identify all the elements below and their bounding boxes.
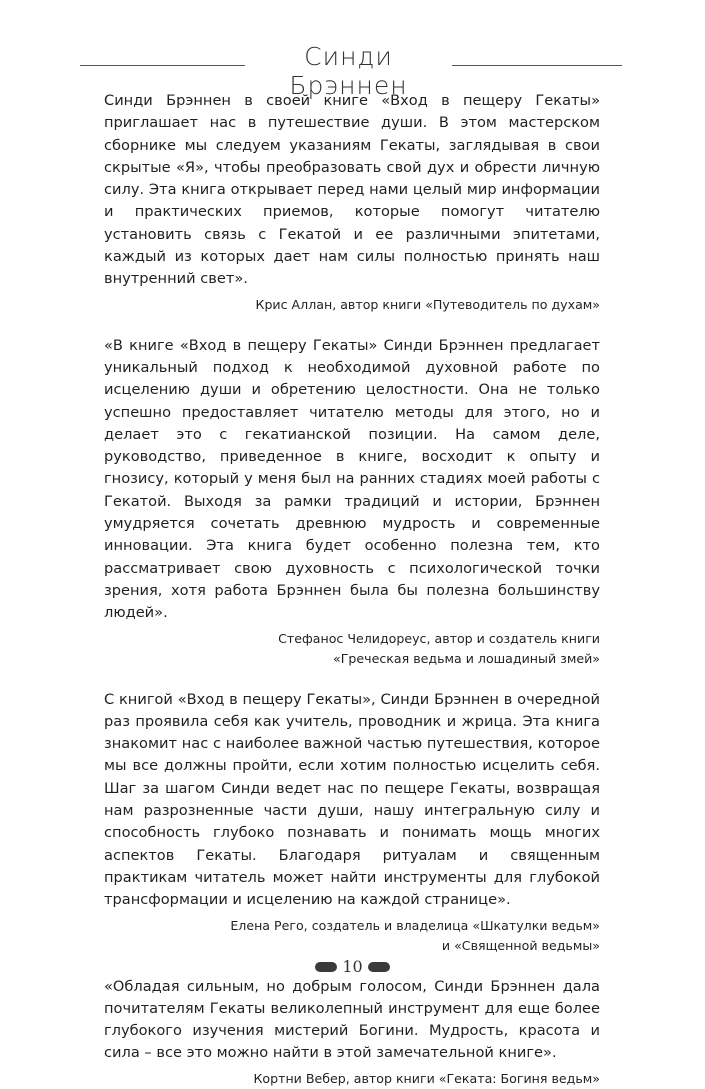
attribution-line: «Греческая ведьма и лошадиный змей»	[333, 650, 600, 666]
page-content	[104, 90, 600, 1089]
quote-text: «Обладая сильным, но добрым голосом, Синди Брэннен дала почитателям Гекаты великолепный инструмент для еще более глубокого изучения мистерий Богини. Мудрость, красота и сила – все это можно найти в этой замечательной книге».	[104, 977, 600, 1062]
quote-text: Синди Брэннен в своей книге «Вход в пещеру Гекаты» приглашает нас в путешествие души. В этом мастерском сборнике мы следуем указаниям Гекаты, заглядывая в свои скрытые «Я», чтобы преобразовать свой дух и обрести личную силу. Эта книга открывает перед нами целый мир информации и практических приемов, которые помогут читателю установить связь с Гекатой и ее различными эпитетами, каждый из которых дает нам силы полностью принять наш внутренний свет».	[104, 92, 600, 288]
attribution-line: Кортни Вебер, автор книги «Геката: Богиня ведьм»	[253, 1070, 600, 1086]
quote-block	[104, 976, 600, 1089]
attribution-line: и «Священной ведьмы»	[441, 937, 600, 953]
quote-block	[104, 90, 600, 315]
quote-block	[104, 689, 600, 956]
running-title: Синди Брэннен	[289, 42, 408, 100]
header-rule-left	[80, 65, 245, 66]
quote-attribution	[104, 916, 600, 956]
attribution-line: Елена Рего, создатель и владелица «Шкатулки ведьм»	[230, 917, 600, 933]
quote-text: С книгой «Вход в пещеру Гекаты», Синди Брэннен в очередной раз проявила себя как учитель, проводник и жрица. Эта книга знакомит нас с наиболее важной частью путешествия, которое мы все должны пройти, если хотим полностью исцелить себя. Шаг за шагом Синди ведет нас по пещере Гекаты, возвращая нам разрозненные части души, нашу интегральную силу и способность глубоко познавать и понимать мощь многих аспектов Гекаты. Благодаря ритуалам и священным практикам читатель может найти инструменты для глубокой трансформации и исцелению на каждой странице».	[104, 690, 600, 909]
quote-attribution	[104, 629, 600, 669]
quote-attribution	[104, 1069, 600, 1089]
attribution-line: Стефанос Челидореус, автор и создатель книги	[278, 630, 600, 646]
page-folio	[0, 957, 705, 976]
attribution-line: Крис Аллан, автор книги «Путеводитель по духам»	[255, 296, 600, 312]
quote-text: «В книге «Вход в пещеру Гекаты» Синди Брэннен предлагает уникальный подход к необходимой духовной работе по исцелению души и обретению целостности. Она не только успешно предоставляет читателю методы для этого, но и делает это с гекатианской позиции. На самом деле, руководство, приведенное в книге, восходит к опыту и гнозису, который у меня был на ранних стадиях моей работы с Гекатой. Выходя за рамки традиций и истории, Брэннен умудряется сочетать древнюю мудрость и современные инновации. Эта книга будет особенно полезна тем, кто рассматривает свою духовность с психологической точки зрения, хотя работа Брэннен была бы полезна большинству людей».	[104, 336, 600, 622]
header-rule-right	[452, 65, 622, 66]
ornament-left-icon	[315, 962, 337, 972]
quote-attribution	[104, 295, 600, 315]
running-header	[0, 40, 705, 100]
ornament-right-icon	[368, 962, 390, 972]
page-number: 10	[342, 957, 363, 976]
quote-block	[104, 335, 600, 669]
